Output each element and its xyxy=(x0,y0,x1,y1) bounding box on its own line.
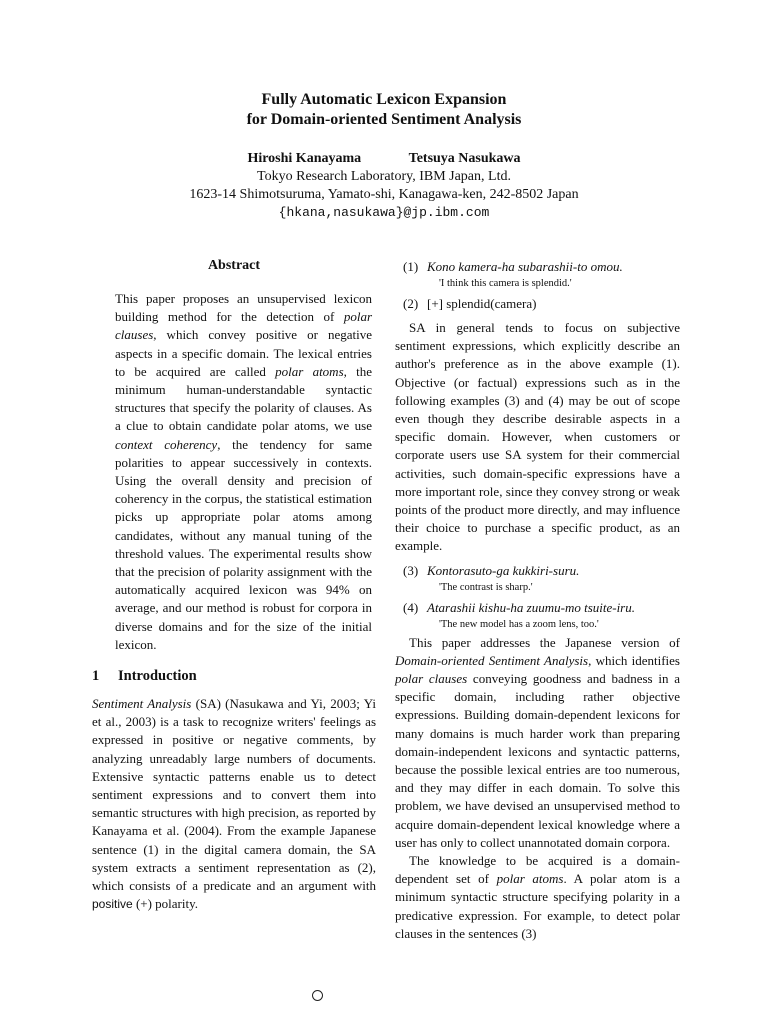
section-title: Introduction xyxy=(118,668,197,685)
section-number: 1 xyxy=(92,668,100,685)
left-column xyxy=(92,258,376,914)
abstract-text: , which convey positive or negative aspects in a specific domain. The lexical entries to be acquired are called xyxy=(115,327,372,379)
body-term: Domain-oriented Sentiment Analysis xyxy=(395,652,589,668)
body-text: The knowledge to be acquired is a domain-dependent set of xyxy=(395,853,680,887)
author-name: Hiroshi Kanayama xyxy=(247,151,362,166)
body-text: , which identifies xyxy=(588,652,680,668)
body-text: . A polar atom is a minimum syntactic structure specifying polarity in a predicative expression. For example, to detect polar clauses in the sentences (3) xyxy=(395,871,680,941)
body-term: polar atoms xyxy=(496,871,564,887)
example-text: [+] splendid(camera) xyxy=(427,296,537,311)
abstract-term: context coherency xyxy=(115,436,218,452)
body-text: This paper addresses the Japanese version of xyxy=(409,634,680,650)
address: 1623-14 Shimotsuruma, Yamato-shi, Kanagawa-ken, 242-8502 Japan xyxy=(189,187,579,202)
intro-text: (SA) (Nasukawa and Yi, 2003; Yi et al., 2003) is a task to recognize writers' feelings as expressed in positive or negative comments, by analyzing unreadably large numbers of documents. Extensive syntactic patterns enable us to detect sentiment expressions and to convert them into semantic structures with high precision, as reported by Kanayama et al. (2004). From the example Japanese sentence (1) in the digital camera domain, the SA system extracts a sentiment representation as (2), which consists of a predicate and an argument with xyxy=(92,696,376,894)
intro-term: Sentiment Analysis xyxy=(92,696,192,712)
author-name: Tetsuya Nasukawa xyxy=(408,151,521,166)
intro-paragraph xyxy=(92,695,376,913)
section-heading xyxy=(92,668,376,685)
abstract-term: polar atoms xyxy=(275,363,344,379)
paper-title xyxy=(0,90,768,130)
affiliation: Tokyo Research Laboratory, IBM Japan, Ltd. xyxy=(257,169,511,184)
intro-text: (+) polarity. xyxy=(132,896,199,912)
abstract-body xyxy=(115,290,372,654)
example-4 xyxy=(403,599,680,617)
body-text: conveying goodness and badness in a specific domain, including rather objective expressions. Building domain-dependent lexicons for many domains is much harder work than preparing domain-independent lexicons and syntactic patterns, because the possible lexical entries are too numerous, and they may differ in each domain. To solve this problem, we have devised an unsupervised method to acquire domain-dependent lexical knowledge where a user has only to collect unannotated domain corpora. xyxy=(395,671,680,850)
example-label: (1) xyxy=(403,259,419,274)
example-label: (4) xyxy=(403,599,419,615)
example-3-gloss: 'The contrast is sharp.' xyxy=(439,581,533,593)
right-column xyxy=(395,258,680,943)
example-1 xyxy=(403,258,680,276)
example-2 xyxy=(403,295,680,313)
abstract-text: , the tendency for same polarities to appear successively in contexts. Using the overall density and precision of coherency in the corpus, the statistical estimation picks up appropriate polar atoms among candidates, without any manual tuning of the threshold values. The experimental results show that the precision of polarity assignment with the automatically acquired lexicon was 94% on average, and our method is robust for corpora in diverse domains and for the size of the initial lexicon. xyxy=(115,436,372,652)
example-4-gloss: 'The new model has a zoom lens, too.' xyxy=(439,618,599,630)
body-paragraph xyxy=(395,634,680,852)
abstract-heading: Abstract xyxy=(207,258,261,273)
abstract-text: This paper proposes an unsupervised lexicon building method for the detection of xyxy=(115,291,372,325)
example-text: Kono kamera-ha subarashii-to omou. xyxy=(427,259,623,274)
example-3 xyxy=(403,562,680,580)
example-text: Kontorasuto-ga kukkiri-suru. xyxy=(427,562,580,578)
example-label: (2) xyxy=(403,296,419,311)
abstract-term: polar clauses xyxy=(115,309,372,343)
body-paragraph: SA in general tends to focus on subjective sentiment expressions, which explicitly describe an author's preference as in the above example (1). Objective (or factual) expressions such as in the following examples (3) and (4) may be out of scope even though they describe desirable aspects in a specific domain. However, when customers or corporate users use SA system for their commercial activities, such domain-specific expressions have a more important role, since they convey strong or weak points of the product more directly, and may influence their choice to purchase a specific product, as an example. xyxy=(395,320,680,554)
abstract-text: , the minimum human-understandable syntactic structures that specify the polarity of clauses. As a clue to obtain candidate polar atoms, we use xyxy=(115,363,372,434)
page-marker-icon xyxy=(312,990,323,1001)
title-line-2: for Domain-oriented Sentiment Analysis xyxy=(246,111,522,128)
body-term: polar clauses xyxy=(395,671,468,687)
example-text: Atarashii kishu-ha zuumu-mo tsuite-iru. xyxy=(427,599,635,615)
intro-keyword: positive xyxy=(92,897,133,912)
example-label: (3) xyxy=(403,562,419,578)
title-line-1: Fully Automatic Lexicon Expansion xyxy=(261,91,507,108)
author-list xyxy=(0,150,768,168)
example-1-gloss: 'I think this camera is splendid.' xyxy=(439,278,572,289)
email: {hkana,nasukawa}@jp.ibm.com xyxy=(278,205,490,220)
affiliation-block xyxy=(0,168,768,222)
body-paragraph xyxy=(395,852,680,943)
